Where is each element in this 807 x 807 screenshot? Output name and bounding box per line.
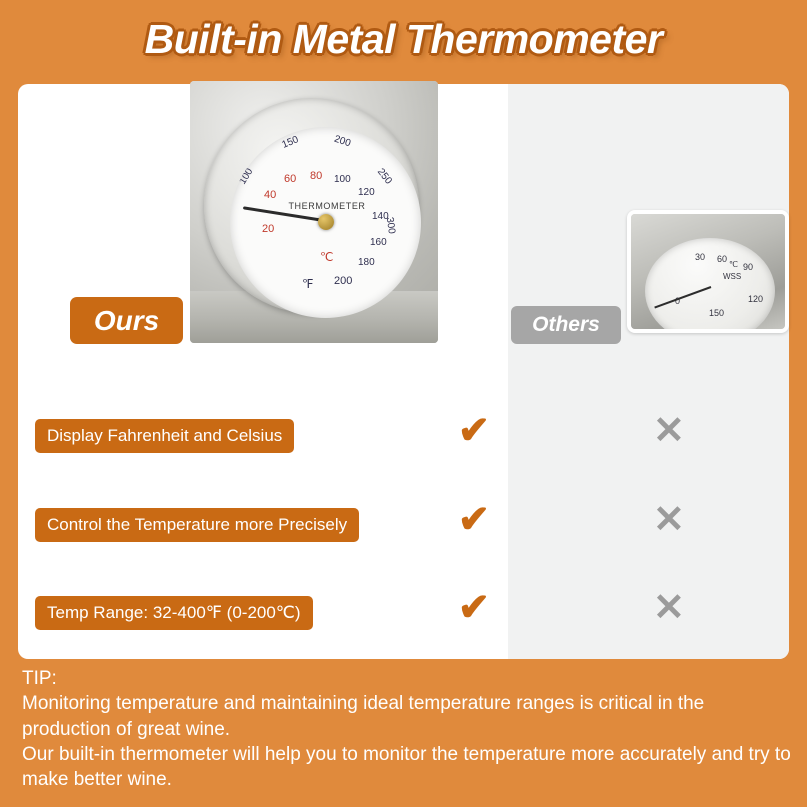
ours-tick-f-250: 250 [374, 166, 394, 187]
others-gauge-face [645, 238, 775, 333]
tip-block [22, 666, 792, 792]
others-tick-30: 30 [695, 252, 706, 262]
ours-tick-f-100: 100 [237, 166, 256, 187]
feature-1-others-cross-icon: ✕ [653, 410, 685, 452]
feature-row-2-label: Control the Temperature more Precisely [35, 508, 359, 542]
ours-tick-f-120: 120 [358, 187, 375, 198]
others-column-background [508, 84, 789, 659]
feature-3-others-cross-icon: ✕ [653, 587, 685, 629]
others-label: Others [511, 306, 621, 344]
feature-row-3-label: Temp Range: 32-400℉ (0-200℃) [35, 596, 313, 630]
comparison-panel [18, 84, 789, 659]
ours-gauge-brand-text: THERMOMETER [288, 201, 366, 211]
ours-tick-f-180: 180 [358, 257, 375, 268]
ours-tick-f-200: 200 [332, 133, 352, 150]
tip-line-2: Our built-in thermometer will help you to monitor the temperature more accurately and try to make better wine. [22, 743, 791, 791]
ours-tick-f-200-inner: 200 [334, 275, 353, 287]
others-tick-90: 90 [743, 262, 754, 272]
ours-tick-f-160: 160 [370, 237, 387, 248]
others-tick-120: 120 [748, 294, 764, 304]
tip-heading: TIP: [22, 668, 57, 689]
ours-tick-c-80: 80 [310, 170, 323, 182]
ours-unit-fahrenheit: ℉ [302, 277, 314, 291]
ours-tick-f-100-inner: 100 [334, 174, 351, 185]
ours-tick-c-60: 60 [284, 173, 297, 185]
feature-2-ours-check-icon: ✔ [458, 499, 490, 541]
ours-tick-f-140: 140 [372, 211, 389, 222]
feature-3-ours-check-icon: ✔ [458, 587, 490, 629]
others-tick-0: 0 [675, 296, 681, 306]
ours-gauge-face [230, 127, 421, 318]
others-tick-150: 150 [709, 308, 725, 318]
ours-gauge-hub [318, 214, 334, 230]
feature-1-ours-check-icon: ✔ [458, 410, 490, 452]
feature-2-others-cross-icon: ✕ [653, 499, 685, 541]
others-thermometer-photo [627, 210, 789, 333]
ours-label: Ours [70, 297, 183, 344]
page-title: Built-in Metal Thermometer [144, 16, 663, 62]
tip-line-1: Monitoring temperature and maintaining ideal temperature ranges is critical in the production of great wine. [22, 693, 705, 740]
ours-tick-c-20: 20 [262, 223, 275, 235]
others-gauge-needle [654, 286, 711, 308]
others-tick-60: 60 [717, 254, 728, 264]
others-unit-celsius: ℃ [729, 260, 738, 269]
ours-tick-f-300: 300 [383, 216, 397, 235]
feature-row-1-label: Display Fahrenheit and Celsius [35, 419, 294, 453]
ours-unit-celsius: ℃ [320, 250, 334, 264]
ours-gauge-bezel [204, 98, 419, 313]
others-gauge-brand-text: WSS [723, 272, 742, 281]
ours-thermometer-photo [190, 81, 438, 343]
ours-tick-c-40: 40 [264, 189, 277, 201]
ours-tick-f-150: 150 [280, 134, 301, 151]
